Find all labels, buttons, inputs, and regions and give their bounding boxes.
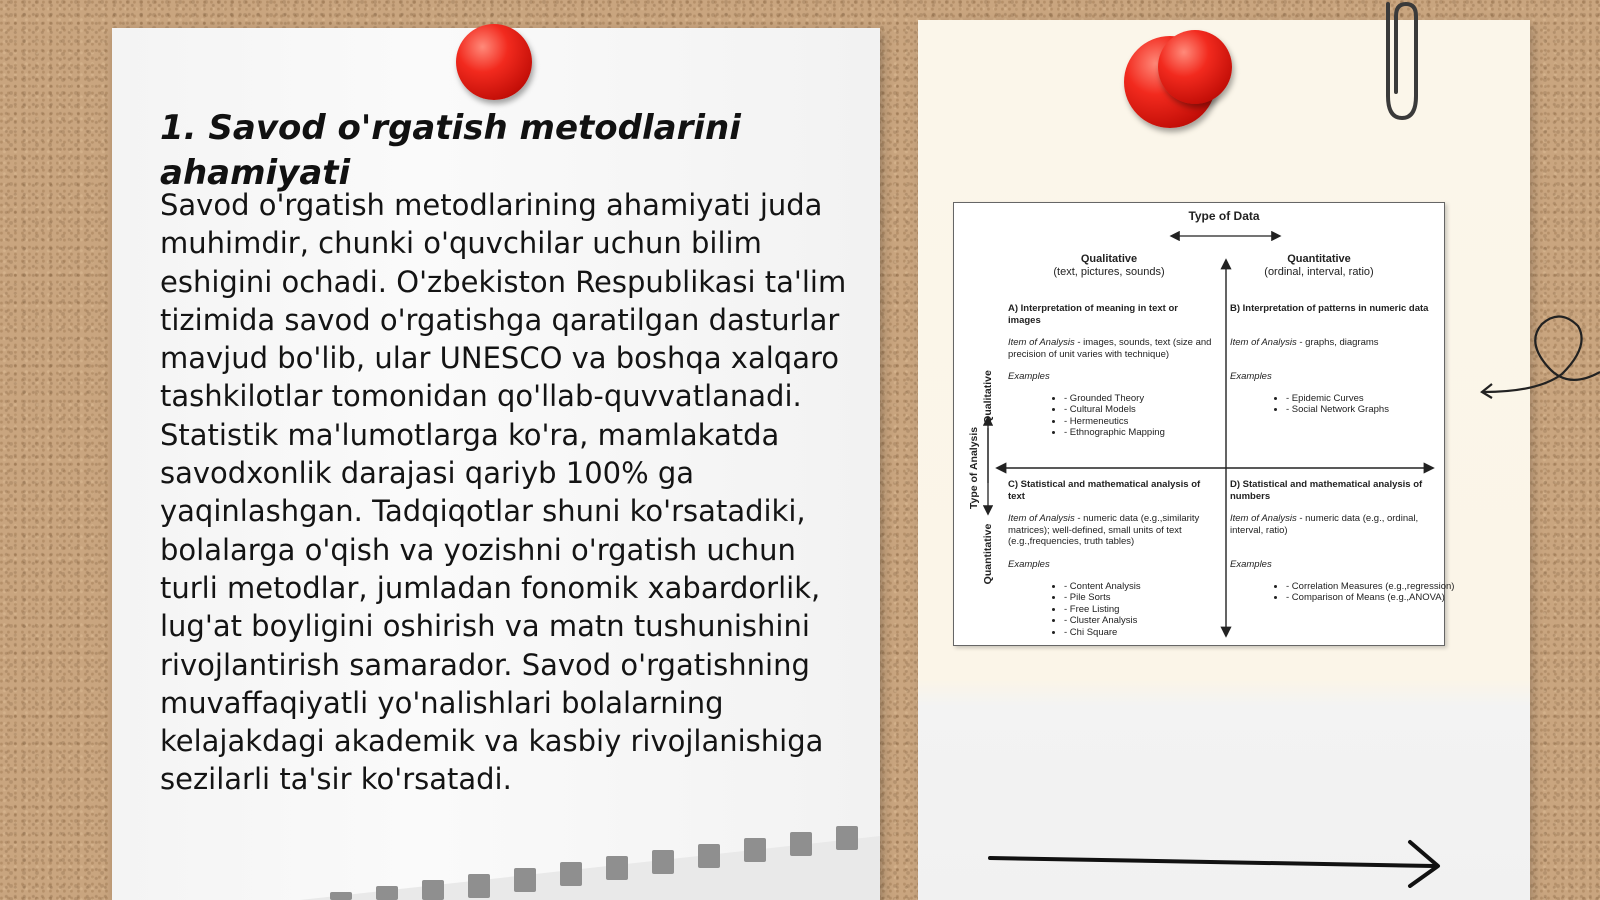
paperclip-icon [1374,0,1424,126]
left-qualitative-label: Qualitative [982,370,994,424]
quadrant-c-examples [1024,581,1141,639]
quadrant-b-item: Item of Analysis - graphs, diagrams [1230,337,1379,348]
page-title: 1. Savod o'rgatish metodlarini ahamiyati [160,108,741,193]
data-analysis-diagram [953,202,1455,646]
list-item: • - Cluster Analysis [1064,615,1141,627]
list-item: • - Comparison of Means (e.g.,ANOVA) [1286,592,1456,604]
quadrant-a-item: Item of Analysis - images, sounds, text (size and precision of unit varies with technique) [1008,337,1212,360]
left-axis-label: Type of Analysis [968,426,980,510]
qualitative-heading: Qualitative [1080,253,1138,265]
body-paragraph: Savod o'rgatish metodlarining ahamiyati juda muhimdir, chunki o'quvchilar uchun bilim eshigini ochadi. O'zbekiston Respublikasi ta'lim tizimida savod o'rgatishga qaratilgan dasturlar mavjud bo'lib, ular UNESCO va boshqa xalqaro tashkilotlar tomonidan qo'llab-quvvatlanadi. Statistik ma'lumotlarga ko'ra, mamlakatda savodxonlik darajasi qariyb 100% ga yaqinlashgan. Tadqiqotlar shuni ko'rsatadiki, bolalarga o'qish va yozishni o'rgatish uchun turli metodlar, jumladan fonomik xabardorlik, lug'at boyligini oshirish va matn tushunishini rivojlantirish samarador. Savod o'rgatishning muvaffaqiyatli yo'nalishlari bolalarning kelajakdagi akademik va kasbiy rivojlanishiga sezilarli ta'sir ko'rsatadi. [160,188,847,797]
quadrant-d-examples-label: Examples [1230,559,1272,570]
list-item: • - Grounded Theory [1064,393,1165,405]
quadrant-b-title: B) Interpretation of patterns in numeric data [1230,303,1429,314]
list-item: • - Ethnographic Mapping [1064,427,1165,439]
list-item: • - Correlation Measures (e.g.,regression) [1286,581,1456,593]
list-item: • - Cultural Models [1064,404,1165,416]
right-push-pin-front [1158,30,1232,104]
quadrant-d-title: D) Statistical and mathematical analysis of numbers [1230,479,1423,502]
quadrant-d-item: Item of Analysis - numeric data (e.g., ordinal, interval, ratio) [1230,513,1419,536]
top-axis-label: Type of Data [1188,209,1260,223]
quadrant-c-item: Item of Analysis - numeric data (e.g.,similarity matrices); well-defined, small units of text (e.g.,frequencies, truth tables) [1008,513,1200,547]
list-item: • - Epidemic Curves [1286,393,1389,405]
quadrant-c-examples-label: Examples [1008,559,1050,570]
quadrant-c-title: C) Statistical and mathematical analysis of text [1008,479,1201,502]
quadrant-a-title: A) Interpretation of meaning in text or images [1008,303,1178,326]
quadrant-b-examples-label: Examples [1230,371,1272,382]
left-push-pin [456,24,532,100]
long-arrow-icon [986,838,1446,888]
list-item: • - Hermeneutics [1064,416,1165,428]
list-item: • - Social Network Graphs [1286,404,1389,416]
list-item: • - Content Analysis [1064,581,1141,593]
quadrant-b-examples [1246,393,1389,416]
quadrant-a-examples-label: Examples [1008,371,1050,382]
quadrant-a-examples [1024,393,1165,439]
list-item: • - Free Listing [1064,604,1141,616]
list-item: • - Pile Sorts [1064,592,1141,604]
quantitative-heading: Quantitative [1287,253,1351,265]
torn-paper-edge [300,806,880,900]
list-item: • - Chi Square [1064,627,1141,639]
quadrant-d-examples [1246,581,1456,604]
left-quantitative-label: Quantitative [982,523,994,585]
qualitative-subheading: (text, pictures, sounds) [1053,266,1165,278]
scribble-arrow-icon [1478,312,1600,412]
quantitative-subheading: (ordinal, interval, ratio) [1264,266,1374,278]
